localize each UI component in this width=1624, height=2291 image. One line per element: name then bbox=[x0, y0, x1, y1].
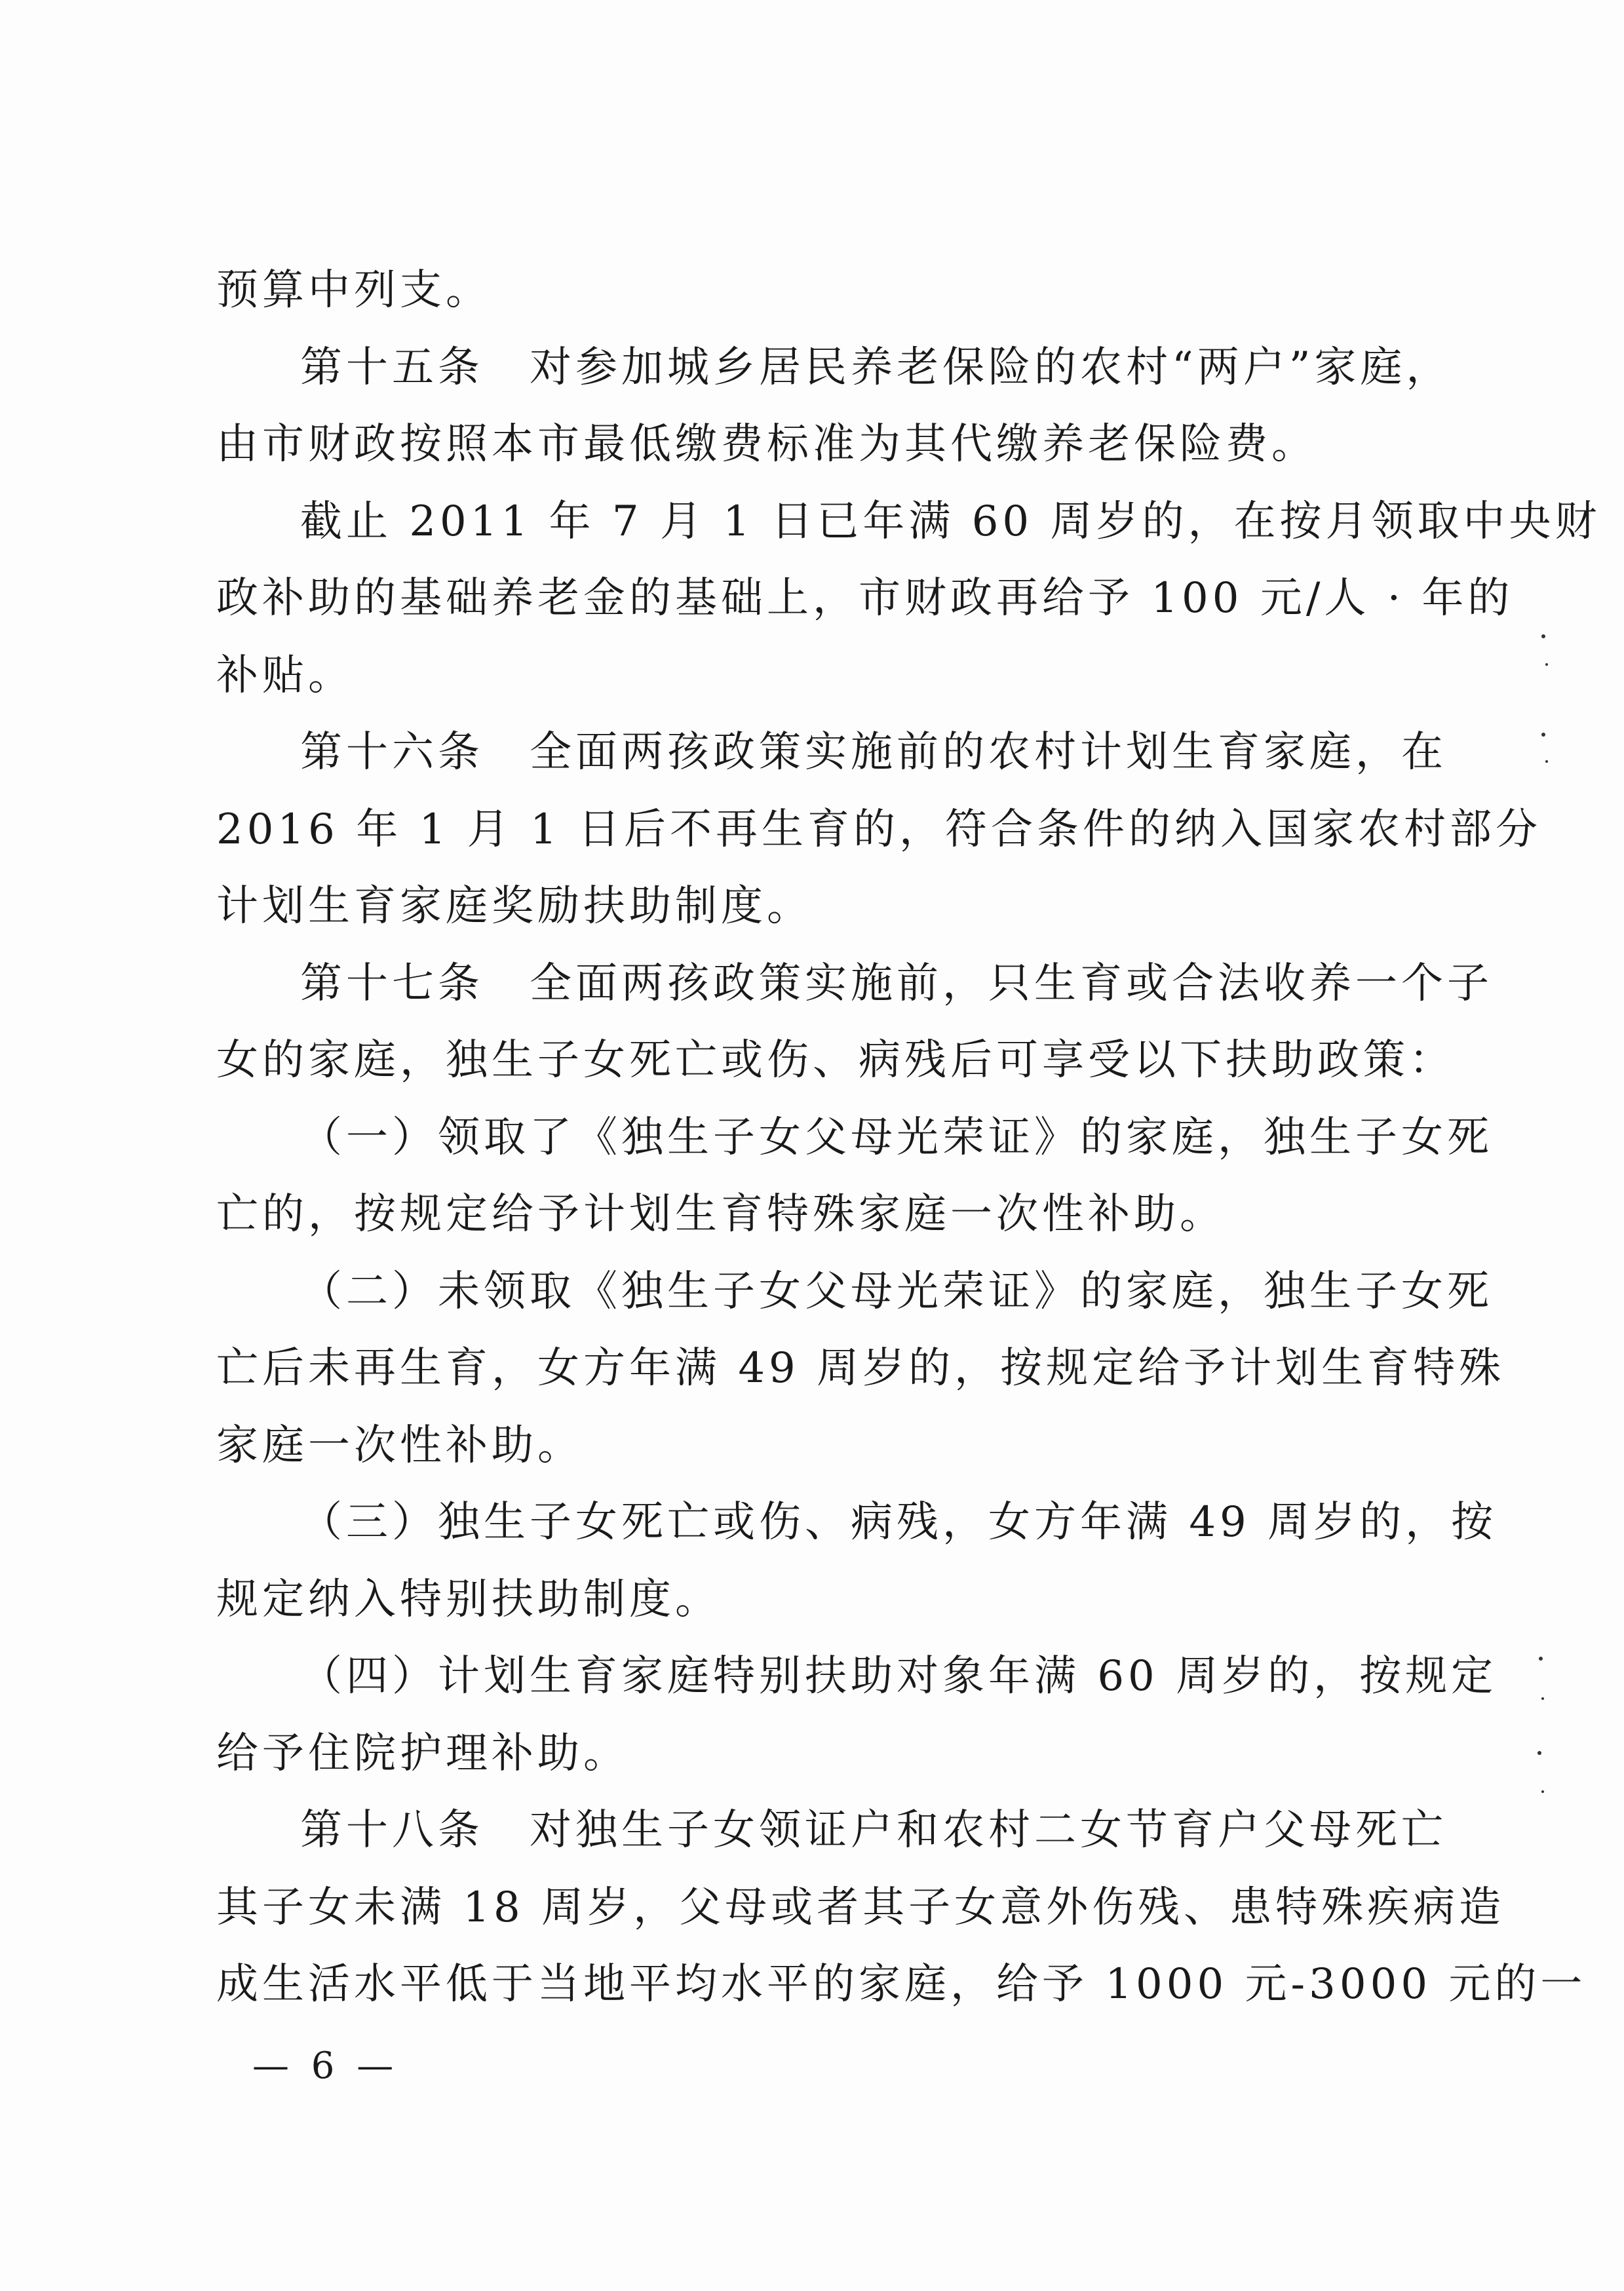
text-line: 女的家庭，独生子女死亡或伤、病残后可享受以下扶助政策： bbox=[216, 1036, 1455, 1085]
text-line: 给予住院护理补助。 bbox=[216, 1729, 629, 1778]
scan-mark bbox=[1541, 1790, 1544, 1793]
text-line: 其子女未满 18 周岁，父母或者其子女意外伤残、患特殊疾病造 bbox=[216, 1883, 1505, 1932]
article-15-heading-line: 第十五条 对参加城乡居民养老保险的农村“两户”家庭， bbox=[300, 343, 1452, 392]
article-16-heading-line: 第十六条 全面两孩政策实施前的农村计划生育家庭，在 bbox=[300, 728, 1447, 777]
text-line: 成生活水平低于当地平均水平的家庭，给予 1000 元-3000 元的一 bbox=[216, 1960, 1587, 2009]
article-17-heading-line: 第十七条 全面两孩政策实施前，只生育或合法收养一个子 bbox=[300, 959, 1493, 1008]
text-line: 由市财政按照本市最低缴费标准为其代缴养老保险费。 bbox=[216, 420, 1317, 469]
text-line: 亡后未再生育，女方年满 49 周岁的，按规定给予计划生育特殊 bbox=[216, 1344, 1505, 1393]
text-line: 亡的，按规定给予计划生育特殊家庭一次性补助。 bbox=[216, 1190, 1226, 1239]
text-line: 补贴。 bbox=[216, 651, 354, 700]
text-line: 预算中列支。 bbox=[216, 266, 492, 315]
text-line: 政补助的基础养老金的基础上，市财政再给予 100 元/人 · 年的 bbox=[216, 574, 1514, 623]
list-item-2-line: （二）未领取《独生子女父母光荣证》的家庭，独生子女死 bbox=[300, 1267, 1493, 1316]
scan-mark bbox=[1545, 760, 1548, 763]
list-item-1-line: （一）领取了《独生子女父母光荣证》的家庭，独生子女死 bbox=[300, 1113, 1493, 1162]
text-line: 截止 2011 年 7 月 1 日已年满 60 周岁的，在按月领取中央财 bbox=[300, 497, 1601, 546]
page-number: — 6 — bbox=[252, 2045, 399, 2087]
document-body bbox=[216, 252, 1601, 2024]
text-line: 2016 年 1 月 1 日后不再生育的，符合条件的纳入国家农村部分 bbox=[216, 805, 1542, 854]
text-line: 计划生育家庭奖励扶助制度。 bbox=[216, 882, 813, 931]
text-line: 家庭一次性补助。 bbox=[216, 1421, 583, 1470]
scan-mark bbox=[1537, 1751, 1541, 1755]
scan-mark bbox=[1541, 1697, 1544, 1700]
article-18-heading-line: 第十八条 对独生子女领证户和农村二女节育户父母死亡 bbox=[300, 1806, 1447, 1855]
scan-mark bbox=[1539, 1657, 1543, 1661]
list-item-4-line: （四）计划生育家庭特别扶助对象年满 60 周岁的，按规定 bbox=[300, 1652, 1498, 1701]
scan-mark bbox=[1545, 663, 1548, 666]
scan-mark bbox=[1541, 634, 1545, 638]
scan-mark bbox=[1541, 733, 1545, 737]
list-item-3-line: （三）独生子女死亡或伤、病残，女方年满 49 周岁的，按 bbox=[300, 1498, 1498, 1547]
text-line: 规定纳入特别扶助制度。 bbox=[216, 1575, 721, 1624]
